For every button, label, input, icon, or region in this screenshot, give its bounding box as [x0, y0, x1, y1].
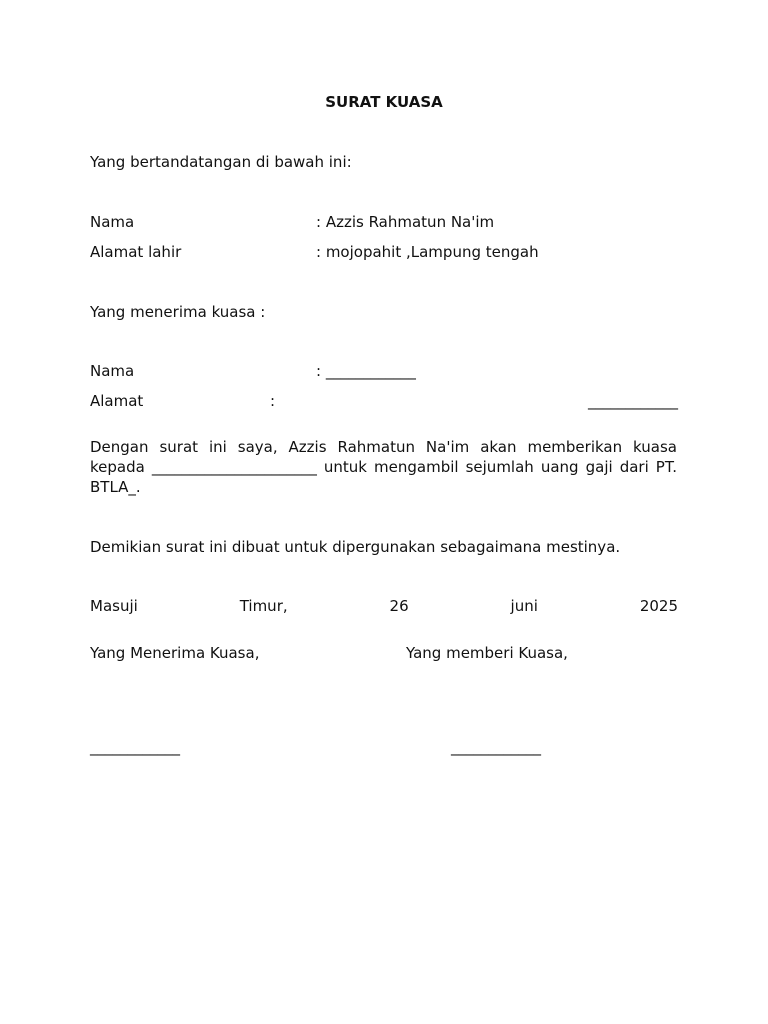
date-word: Masuji — [90, 597, 138, 615]
recipient-name-value: : ____________ — [316, 362, 416, 380]
recipient-signature-label: Yang Menerima Kuasa, — [90, 644, 260, 662]
recipient-address-label: Alamat — [90, 392, 144, 410]
grantor-address-label: Alamat lahir — [90, 243, 182, 261]
intro-text: Yang bertandatangan di bawah ini: — [90, 153, 352, 171]
date-word: 2025 — [639, 597, 678, 615]
grantor-name-label: Nama — [90, 213, 135, 231]
grantor-name-value: : Azzis Rahmatun Na'im — [316, 213, 495, 231]
date-word: Timur, — [239, 597, 288, 615]
recipient-address-colon: : — [270, 392, 276, 410]
recipient-signature-line: ____________ — [90, 738, 180, 756]
grantor-address-value: : mojopahit ,Lampung tengah — [316, 243, 539, 261]
recipient-name-label: Nama — [90, 362, 135, 380]
grantor-signature-line: ____________ — [451, 738, 541, 756]
date-word: 26 — [389, 597, 409, 615]
closing-text: Demikian surat ini dibuat untuk dipergunakan sebagaimana mestinya. — [90, 538, 621, 556]
date-word: juni — [510, 597, 538, 615]
body-paragraph: Dengan surat ini saya, Azzis Rahmatun Na'im akan memberikan kuasa kepada ______________________ untuk mengambil sejumlah uang gaji dari PT. BTLA_. — [90, 438, 677, 496]
grantor-signature-label: Yang memberi Kuasa, — [406, 644, 568, 662]
recipient-heading: Yang menerima kuasa : — [90, 303, 266, 321]
place-date-line — [90, 596, 678, 616]
document-title: SURAT KUASA — [325, 93, 443, 111]
recipient-address-blank: ____________ — [588, 392, 678, 410]
